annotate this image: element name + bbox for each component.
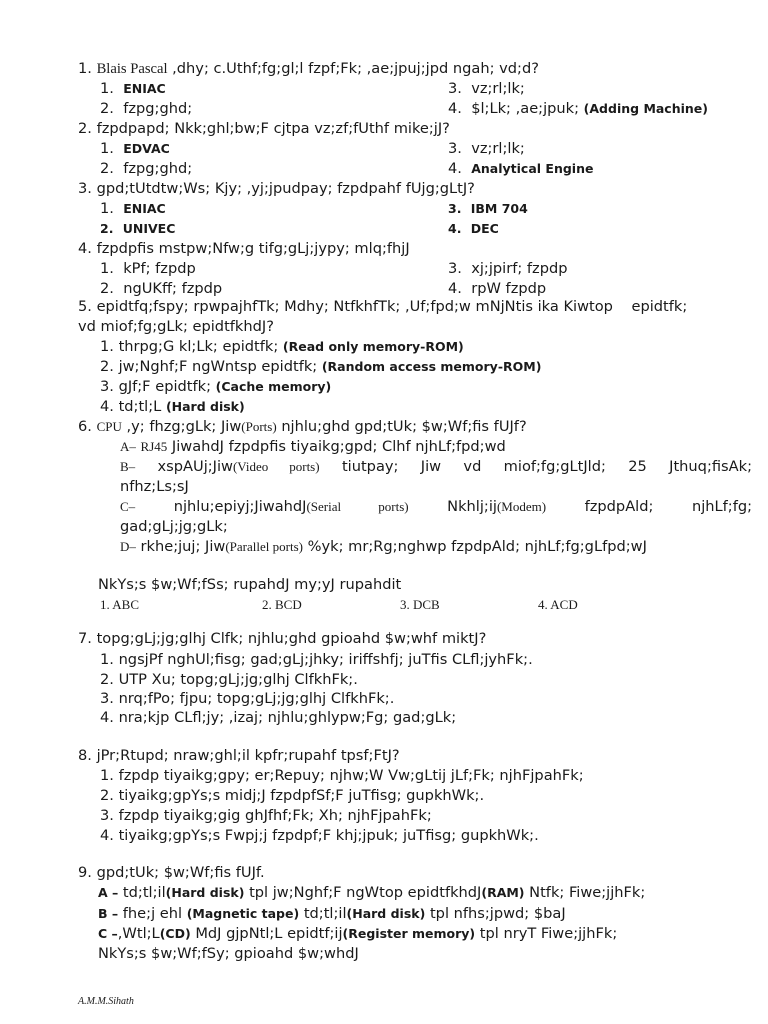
q3-option-4: 4. DEC (448, 221, 499, 236)
q6-statement-c-line-2: gad;gLj;jg;gLk; (120, 518, 228, 535)
q3-option-1: 1. ENIAC (100, 200, 166, 217)
q9-statement-b: B – fhe;j ehl (Magnetic tape) td;tl;il(Hard disk) tpl nfhs;jpwd; $baJ (98, 905, 566, 922)
q2-option-3: 3. vz;rl;lk; (448, 140, 525, 157)
q9-statement-a: A – td;tl;il(Hard disk) tpl jw;Nghf;F ngWtop epidtfkhdJ(RAM) Ntfk; Fiwe;jjhFk; (98, 884, 646, 901)
q6-option-2: 2. BCD (262, 597, 302, 612)
q6-statement-c: C– njhlu;epiyj;JiwahdJ(Serial ports) Nkhlj;ij(Modem) fzpdpAld; njhLf;fg; (120, 498, 753, 515)
question-3: 3. gpd;tUtdtw;Ws; Kjy; ,yj;jpudpay; fzpdpahf fUjg;gLtJ? (78, 180, 475, 197)
q8-option-4: 4. tiyaikg;gpYs;s Fwpj;j fzpdpf;F khj;jpuk; juTfisg; gupkhWk;. (100, 827, 539, 844)
question-7: 7. topg;gLj;jg;glhj Clfk; njhlu;ghd gpioahd $w;whf miktJ? (78, 630, 487, 647)
q3-option-3: 3. IBM 704 (448, 201, 528, 216)
q2-option-1: 1. EDVAC (100, 140, 170, 157)
q5-option-2: 2. jw;Nghf;F ngWntsp epidtfk; (Random access memory-ROM) (100, 358, 542, 375)
q6-statement-d: D– rkhe;juj; Jiw(Parallel ports) %yk; mr;Rg;nghwp fzpdpAld; njhLf;fg;gLfpd;wJ (120, 538, 647, 555)
question-1: 1. Blais Pascal ,dhy; c.Uthf;fg;gl;l fzpf;Fk; ,ae;jpuj;jpd ngah; vd;d? (78, 60, 539, 77)
q6-option-4: 4. ACD (538, 597, 578, 612)
q4-option-1: 1. kPf; fzpdp (100, 260, 196, 277)
question-5-line-2: vd miof;fg;gLk; epidtfkhdJ? (78, 318, 274, 335)
q2-option-4: 4. Analytical Engine (448, 160, 594, 177)
q5-option-4: 4. td;tl;L (Hard disk) (100, 398, 245, 415)
question-5-line-1: 5. epidtfq;fspy; rpwpajhfTk; Mdhy; NtfkhfTk; ,Uf;fpd;w mNjNtis ika Kiwtop epidtfk; (78, 298, 688, 315)
q7-option-1: 1. ngsjPf nghUl;fisg; gad;gLj;jhky; iriffshfj; juTfis CLfl;jyhFk;. (100, 651, 533, 668)
q8-option-2: 2. tiyaikg;gpYs;s midj;J fzpdpfSf;F juTfisg; gupkhWk;. (100, 787, 485, 804)
q1-option-1: 1. ENIAC (100, 80, 166, 97)
q5-option-1: 1. thrpg;G kl;Lk; epidtfk; (Read only memory-ROM) (100, 338, 464, 355)
q6-summary: NkYs;s $w;Wf;fSs; rupahdJ my;yJ rupahdit (98, 576, 402, 593)
q7-option-3: 3. nrq;fPo; fjpu; topg;gLj;jg;glhj ClfkhFk;. (100, 690, 395, 707)
q6-option-1: 1. ABC (100, 597, 140, 612)
q1-option-4: 4. $l;Lk; ,ae;jpuk; (Adding Machine) (448, 100, 708, 117)
q8-option-1: 1. fzpdp tiyaikg;gpy; er;Repuy; njhw;W Vw;gLtij jLf;Fk; njhFjpahFk; (100, 767, 584, 784)
q4-option-3: 3. xj;jpirf; fzpdp (448, 260, 568, 277)
q3-option-2: 2. UNIVEC (100, 221, 176, 236)
q7-option-2: 2. UTP Xu; topg;gLj;jg;glhj ClfkhFk;. (100, 671, 358, 688)
question-6: 6. CPU ,y; fhzg;gLk; Jiw(Ports) njhlu;ghd gpd;tUk; $w;Wf;fis fUJf? (78, 418, 527, 435)
q4-option-2: 2. ngUKff; fzpdp (100, 280, 223, 297)
q6-statement-b: B– xspAUj;Jiw(Video ports) tiutpay; Jiw vd miof;fg;gLtJld; 25 Jthuq;fisAk; (120, 458, 753, 475)
author-footer: A.M.M.Sihath (78, 996, 134, 1007)
question-8: 8. jPr;Rtupd; nraw;ghl;il kpfr;rupahf tpsf;FtJ? (78, 747, 400, 764)
q5-option-3: 3. gJf;F epidtfk; (Cache memory) (100, 378, 332, 395)
question-9: 9. gpd;tUk; $w;Wf;fis fUJf. (78, 864, 265, 881)
question-2: 2. fzpdpapd; Nkk;ghl;bw;F cjtpa vz;zf;fUthf mike;jJ? (78, 120, 450, 137)
q2-option-2: 2. fzpg;ghd; (100, 160, 193, 177)
q8-option-3: 3. fzpdp tiyaikg;gig ghJfhf;Fk; Xh; njhFjpahFk; (100, 807, 432, 824)
q6-statement-b-line-2: nfhz;Ls;sJ (120, 478, 189, 495)
q1-option-2: 2. fzpg;ghd; (100, 100, 193, 117)
q1-option-3: 3. vz;rl;lk; (448, 80, 525, 97)
q6-statement-a: A– RJ45 JiwahdJ fzpdpfis tiyaikg;gpd; Clhf njhLf;fpd;wd (120, 438, 506, 455)
q9-statement-c: C –,Wtl;L(CD) MdJ gjpNtl;L epidtf;ij(Register memory) tpl nryT Fiwe;jjhFk; (98, 925, 618, 942)
question-4: 4. fzpdpfis mstpw;Nfw;g tifg;gLj;jypy; mlq;fhjJ (78, 240, 410, 257)
q9-summary: NkYs;s $w;Wf;fSy; gpioahd $w;whdJ (98, 945, 359, 962)
q4-option-4: 4. rpW fzpdp (448, 280, 547, 297)
q6-option-3: 3. DCB (400, 597, 440, 612)
q7-option-4: 4. nra;kjp CLfl;jy; ,izaj; njhlu;ghlypw;Fg; gad;gLk; (100, 709, 457, 726)
